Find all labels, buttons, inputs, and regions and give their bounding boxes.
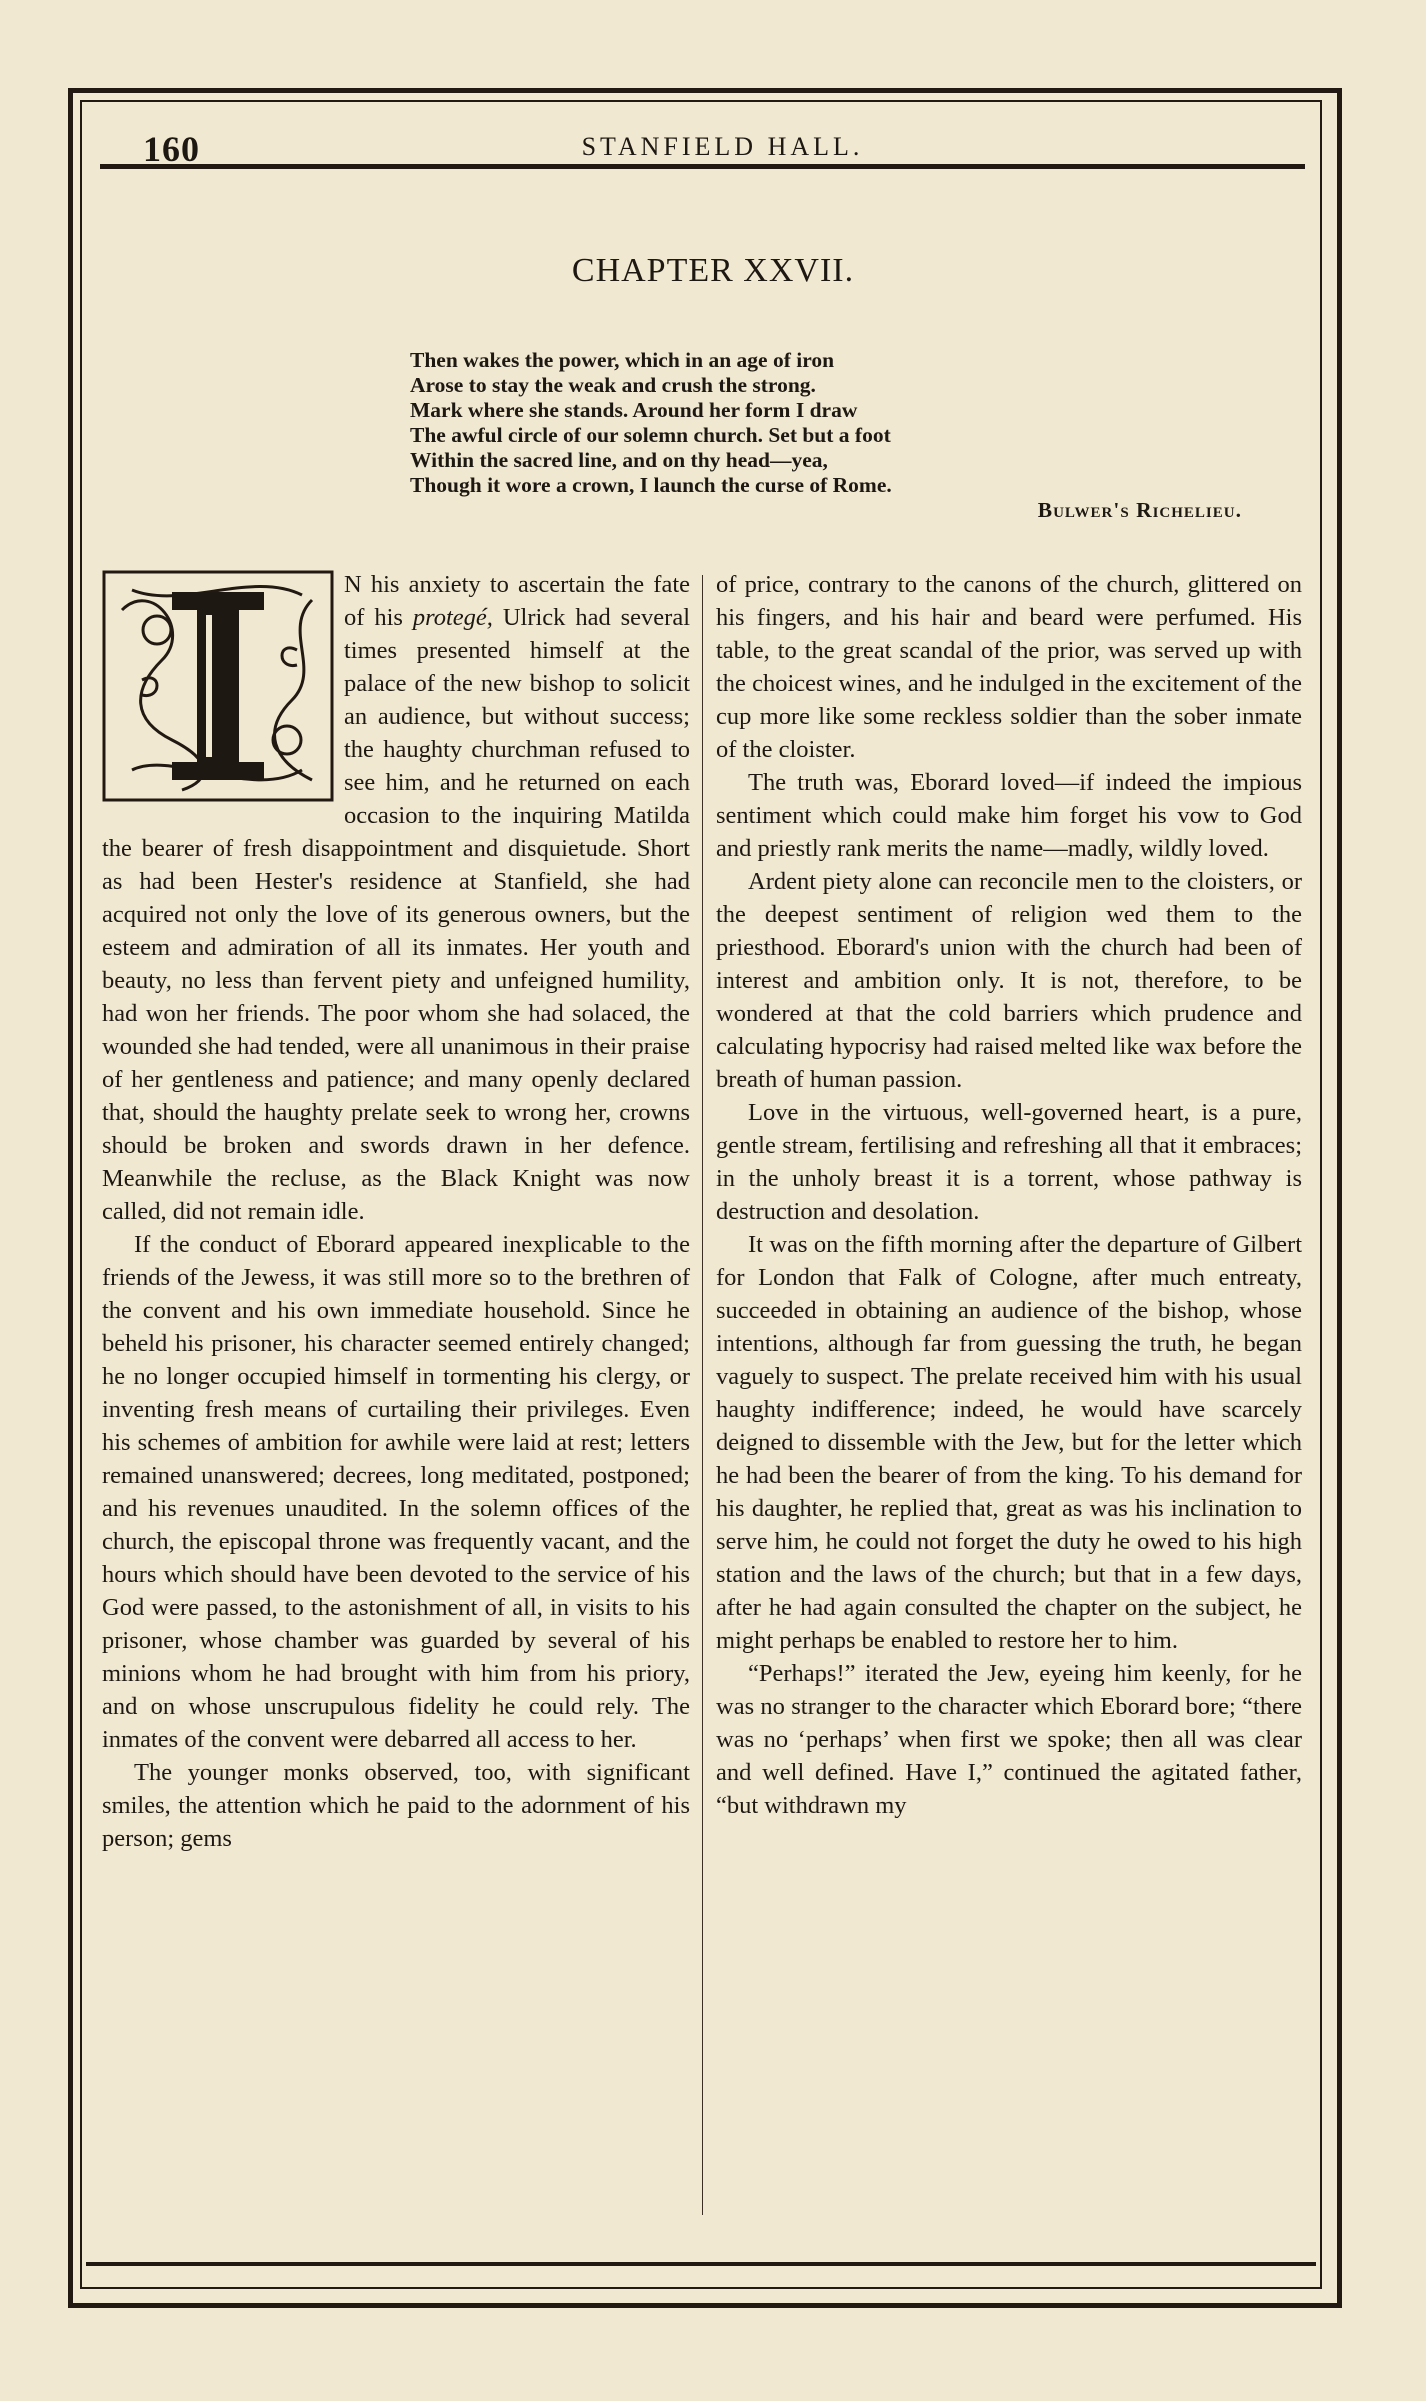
paragraph: It was on the fifth morning after the departure of Gilbert for London that Falk of Cologne, after much entreaty, succeeded in obtaining an audience of the bishop, whose intentions, although far from guessing the truth, he began vaguely to suspect. The prelate received him with his usual haughty indifference; indeed, he would have scarcely deigned to dissemble with the Jew, but for the letter which he had been the bearer of from the king. To his demand for his daughter, he replied that, great as was his inclination to serve him, he could not forget the duty he owed to his high station and the laws of the church; but that in a few days, after he had again consulted the chapter on the subject, he might perhaps be enabled to restore her to him. <box>716 1231 1302 1654</box>
paragraph: “Perhaps!” iterated the Jew, eyeing him keenly, for he was no stranger to the character which Eborard bore; “there was no ‘perhaps’ when first we spoke; then all was clear and well defined. Have I,” continued the agitated father, “but withdrawn my <box>716 1660 1302 1819</box>
paragraph: Ardent piety alone can reconcile men to the cloisters, or the deepest sentiment of religion wed them to the priesthood. Eborard's union with the church had been of interest and ambition only. It is not, therefore, to be wondered at that the cold barriers which prudence and calculating hypocrisy had raised melted like wax before the breath of human passion. <box>716 868 1302 1093</box>
paragraph: The truth was, Eborard loved—if indeed the impious sentiment which could make him forget his vow to God and priestly rank merits the name—madly, wildly loved. <box>716 769 1302 862</box>
chapter-title: CHAPTER XXVII. <box>571 252 855 289</box>
epigraph-line: Though it wore a crown, I launch the curse of Rome. <box>410 473 892 497</box>
page-number: 160 <box>143 129 200 169</box>
paragraph: The younger monks observed, too, with significant smiles, the attention which he paid to the adornment of his person; gems <box>102 1759 690 1852</box>
header-rule <box>100 164 1305 169</box>
italic-word: protegé, <box>412 604 493 631</box>
ornamental-initial-icon <box>102 570 334 802</box>
right-column <box>716 568 1302 1822</box>
epigraph-line: Arose to stay the weak and crush the strong. <box>410 373 816 397</box>
page-header <box>135 118 1310 178</box>
paragraph: of price, contrary to the canons of the church, glittered on his fingers, and his hair and beard were perfumed. His table, to the great scandal of the prior, was served up with the choicest wines, and he indulged in the excitement of the cup more like some reckless soldier than the sober inmate of the cloister. <box>716 571 1302 763</box>
epigraph <box>410 348 1260 523</box>
paragraph-text: Ulrick had several times presented himself at the palace of the new bishop to solicit an audience, but without success; the haughty churchman refused to see him, and he returned on each occasion to the inquiring Matilda the bearer of fresh disappointment and disquietude. Short as had been Hester's residence at Stanfield, she had acquired not only the love of its generous owners, but the esteem and admiration of all its inmates. Her youth and beauty, no less than fervent piety and unfeigned humility, had won her friends. The poor whom she had solaced, the wounded she had tended, were all unanimous in their praise of her gentleness and patience; and many openly declared that, should the haughty prelate seek to wrong her, crowns should be broken and swords drawn in her defence. Meanwhile the recluse, as the Black Knight was now called, did not remain idle. <box>102 604 690 1225</box>
epigraph-line: The awful circle of our solemn church. Set but a foot <box>410 423 891 447</box>
running-head: STANFIELD HALL. <box>581 132 864 161</box>
paragraph-text: N his anxiety to ascertain the fate of his <box>344 571 690 631</box>
column-divider <box>702 575 703 2215</box>
epigraph-line: Then wakes the power, which in an age of iron <box>410 348 835 372</box>
paragraph: If the conduct of Eborard appeared inexplicable to the friends of the Jewess, it was still more so to the brethren of the convent and his own immediate household. Since he beheld his prisoner, his character seemed entirely changed; he no longer occupied himself in tormenting his clergy, or inventing fresh means of curtailing their privileges. Even his schemes of ambition for awhile were laid at rest; letters remained unanswered; decrees, long meditated, postponed; and his revenues unaudited. In the solemn offices of the church, the episcopal throne was frequently vacant, and the hours which should have been devoted to the service of his God were passed, to the astonishment of all, in visits to his prisoner, whose chamber was guarded by several of his minions whom he had brought with him from his priory, and on whose unscrupulous fidelity he could rely. The inmates of the convent were debarred all access to her. <box>102 1231 690 1753</box>
epigraph-attribution: Bulwer's Richelieu. <box>1037 498 1242 522</box>
bottom-rule <box>86 2262 1316 2266</box>
left-column <box>102 568 690 1855</box>
epigraph-line: Within the sacred line, and on thy head—yea, <box>410 448 828 472</box>
epigraph-line: Mark where she stands. Around her form I draw <box>410 398 858 422</box>
paragraph: Love in the virtuous, well-governed heart, is a pure, gentle stream, fertilising and refreshing all that it embraces; in the unholy breast it is a torrent, whose pathway is destruction and desolation. <box>716 1099 1302 1225</box>
